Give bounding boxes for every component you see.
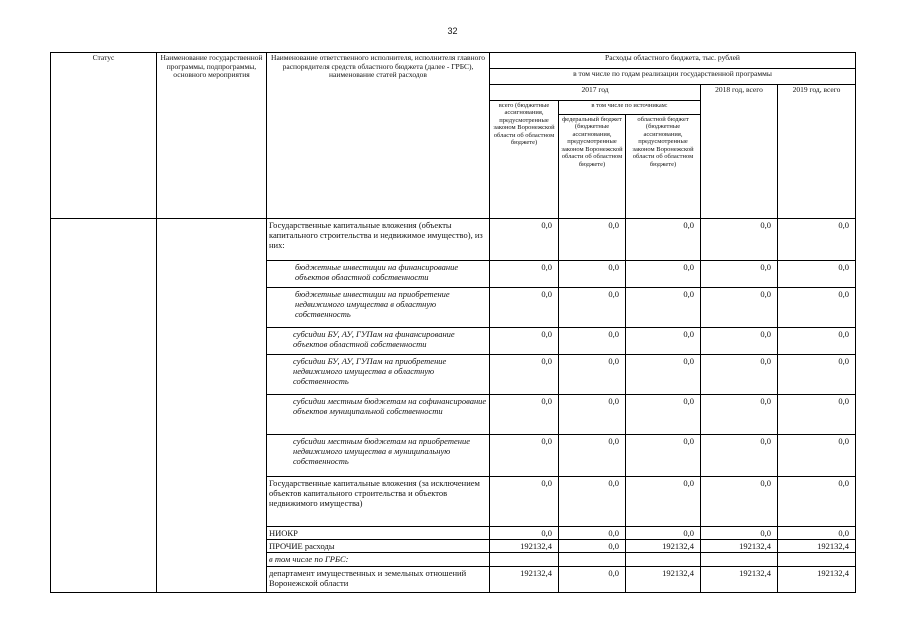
row-total: 0,0	[490, 219, 559, 261]
row-total: 0,0	[490, 328, 559, 355]
row-2018: 0,0	[701, 219, 778, 261]
row-2019: 0,0	[778, 527, 856, 540]
row-2018: 0,0	[701, 288, 778, 328]
row-2018: 0,0	[701, 435, 778, 477]
row-2019: 192132,4	[778, 540, 856, 553]
header-executor: Наименование ответственного исполнителя, исполнителя главного распорядителя средств областного бюджета (далее - ГРБС), наименование статей расходов	[267, 53, 490, 219]
row-regional: 0,0	[626, 477, 701, 527]
row-2019: 0,0	[778, 477, 856, 527]
header-status: Статус	[51, 53, 157, 219]
row-regional: 0,0	[626, 435, 701, 477]
row-regional: 0,0	[626, 219, 701, 261]
row-2018: 0,0	[701, 527, 778, 540]
program-name-cell	[157, 219, 267, 593]
row-federal: 0,0	[559, 328, 626, 355]
row-2019: 0,0	[778, 219, 856, 261]
status-cell	[51, 219, 157, 593]
row-total: 0,0	[490, 355, 559, 395]
row-total: 192132,4	[490, 540, 559, 553]
budget-table	[50, 52, 856, 593]
row-label: субсидии местным бюджетам на софинансирование объектов муниципальной собственности	[267, 395, 490, 435]
row-2019: 192132,4	[778, 566, 856, 592]
row-label: в том числе по ГРБС:	[267, 553, 490, 566]
row-2018: 192132,4	[701, 566, 778, 592]
row-2019: 0,0	[778, 328, 856, 355]
header-program-name: Наименование государственной программы, подпрограммы, основного мероприятия	[157, 53, 267, 219]
row-federal: 0,0	[559, 435, 626, 477]
row-total: 0,0	[490, 288, 559, 328]
row-federal: 0,0	[559, 395, 626, 435]
row-2019: 0,0	[778, 261, 856, 288]
row-federal: 0,0	[559, 566, 626, 592]
row-total: 0,0	[490, 527, 559, 540]
row-total: 0,0	[490, 261, 559, 288]
row-regional: 0,0	[626, 288, 701, 328]
header-year-2017: 2017 год	[490, 85, 701, 101]
row-label: ПРОЧИЕ расходы	[267, 540, 490, 553]
row-regional: 192132,4	[626, 566, 701, 592]
row-regional: 0,0	[626, 355, 701, 395]
row-regional: 0,0	[626, 527, 701, 540]
row-total: 0,0	[490, 395, 559, 435]
row-2018: 192132,4	[701, 540, 778, 553]
row-federal	[559, 553, 626, 566]
header-federal: федеральный бюджет (бюджетные ассигнования, предусмотренные законом Воронежской области об областном бюджете)	[559, 115, 626, 219]
row-2018: 0,0	[701, 261, 778, 288]
row-label: бюджетные инвестиции на финансирование объектов областной собственности	[267, 261, 490, 288]
header-regional: областной бюджет (бюджетные ассигнования, предусмотренные законом Воронежской области об областном бюджете)	[626, 115, 701, 219]
header-by-years: в том числе по годам реализации государственной программы	[490, 69, 856, 85]
header-total: всего (бюджетные ассигнования, предусмотренные законом Воронежской области об областном бюджете)	[490, 101, 559, 219]
row-federal: 0,0	[559, 219, 626, 261]
row-total: 0,0	[490, 435, 559, 477]
page-number: 32	[447, 26, 458, 36]
row-total	[490, 553, 559, 566]
row-total: 0,0	[490, 477, 559, 527]
row-federal: 0,0	[559, 540, 626, 553]
row-label: субсидии БУ, АУ, ГУПам на приобретение недвижимого имущества в областную собственность	[267, 355, 490, 395]
row-label: Государственные капитальные вложения (объекты капитального строительства и недвижимое имущество), из них:	[267, 219, 490, 261]
row-label: бюджетные инвестиции на приобретение недвижимого имущества в областную собственность	[267, 288, 490, 328]
header-year-2019: 2019 год, всего	[778, 85, 856, 219]
row-2018: 0,0	[701, 395, 778, 435]
row-2019: 0,0	[778, 355, 856, 395]
row-label: субсидии местным бюджетам на приобретение недвижимого имущества в муниципальную собственность	[267, 435, 490, 477]
row-label: Государственные капитальные вложения (за исключением объектов капитального строительства и объектов недвижимого имущества)	[267, 477, 490, 527]
row-2018	[701, 553, 778, 566]
row-federal: 0,0	[559, 261, 626, 288]
row-federal: 0,0	[559, 527, 626, 540]
row-regional: 0,0	[626, 328, 701, 355]
row-2019: 0,0	[778, 288, 856, 328]
row-2018: 0,0	[701, 328, 778, 355]
row-federal: 0,0	[559, 288, 626, 328]
header-by-sources: в том числе по источникам:	[559, 101, 701, 115]
row-2019: 0,0	[778, 395, 856, 435]
row-regional: 0,0	[626, 261, 701, 288]
row-label: НИОКР	[267, 527, 490, 540]
row-regional: 192132,4	[626, 540, 701, 553]
row-2018: 0,0	[701, 477, 778, 527]
row-regional	[626, 553, 701, 566]
row-label: департамент имущественных и земельных отношений Воронежской области	[267, 566, 490, 592]
row-2018: 0,0	[701, 355, 778, 395]
row-federal: 0,0	[559, 355, 626, 395]
header-year-2018: 2018 год, всего	[701, 85, 778, 219]
header-expenses: Расходы областного бюджета, тыс. рублей	[490, 53, 856, 69]
row-2019: 0,0	[778, 435, 856, 477]
row-regional: 0,0	[626, 395, 701, 435]
row-total: 192132,4	[490, 566, 559, 592]
row-federal: 0,0	[559, 477, 626, 527]
row-label: субсидии БУ, АУ, ГУПам на финансирование объектов областной собственности	[267, 328, 490, 355]
row-2019	[778, 553, 856, 566]
